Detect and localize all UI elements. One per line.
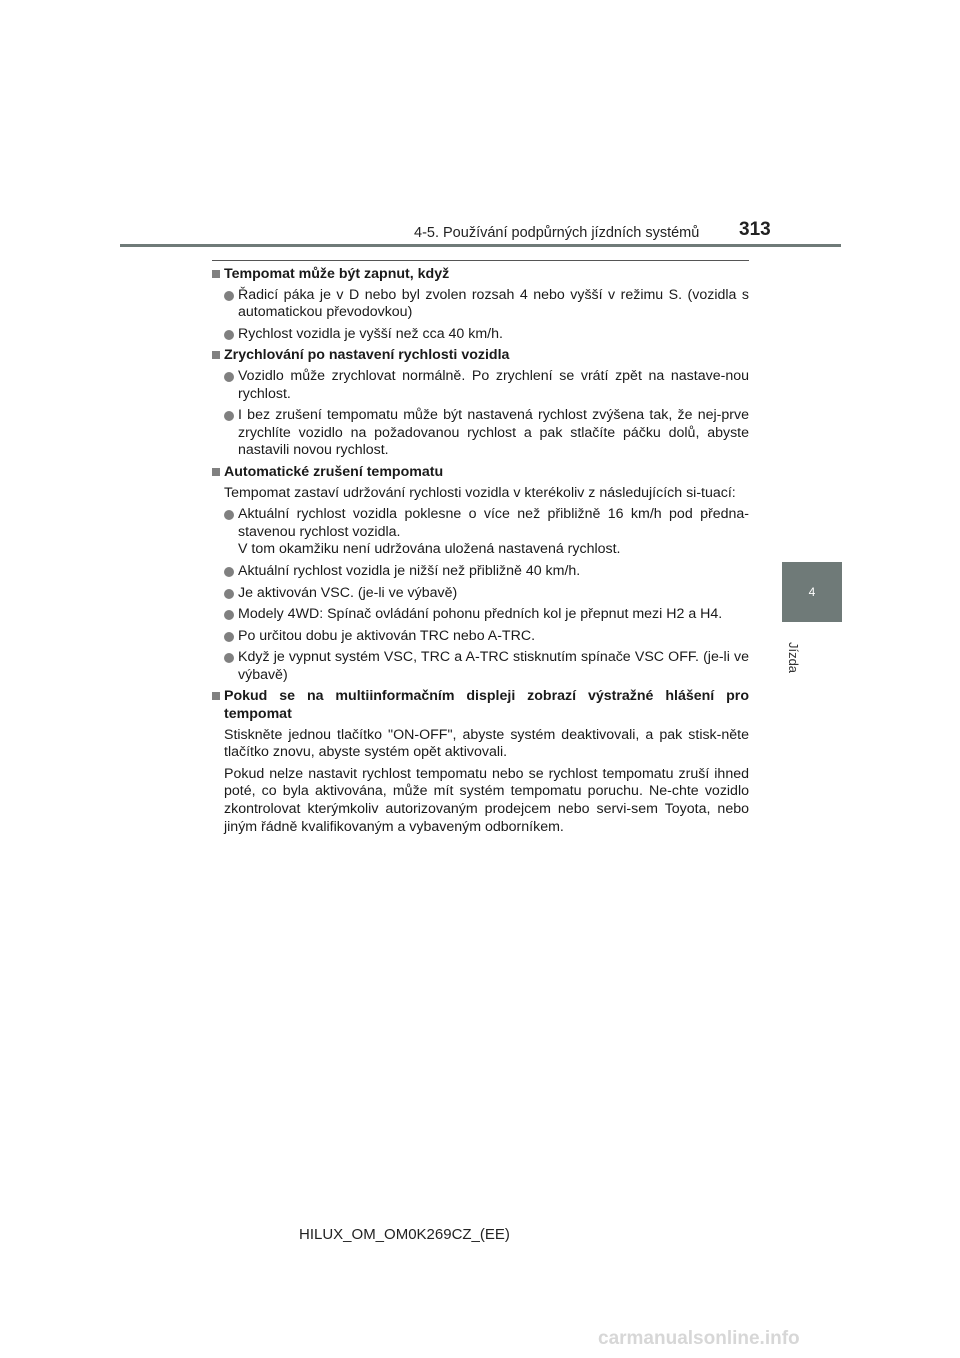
list-item-text: Je aktivován VSC. (je-li ve výbavě)	[238, 584, 458, 601]
list-item	[212, 628, 749, 646]
list-item	[212, 649, 749, 684]
list-item-text: Rychlost vozidla je vyšší než cca 40 km/h.	[238, 325, 503, 342]
list-item-text: Modely 4WD: Spínač ovládání pohonu předních kol je přepnut mezi H2 a H4.	[238, 606, 723, 623]
round-bullet-icon	[224, 510, 234, 520]
round-bullet-icon	[224, 610, 234, 620]
paragraph	[212, 485, 749, 503]
list-item-text: Aktuální rychlost vozidla poklesne o více než přibližně 16 km/h pod předna-stavenou rychlost vozidla.	[238, 506, 749, 540]
section	[212, 688, 749, 836]
round-bullet-icon	[224, 653, 234, 663]
round-bullet-icon	[224, 330, 234, 340]
chapter-tab	[782, 562, 842, 622]
list-item	[212, 606, 749, 624]
section-heading-text: Automatické zrušení tempomatu	[224, 463, 444, 480]
list-item-text: Vozidlo může zrychlovat normálně. Po zrychlení se vrátí zpět na nastave-nou rychlost.	[238, 367, 749, 402]
square-bullet-icon	[212, 692, 220, 700]
paragraph-text: Pokud nelze nastavit rychlost tempomatu nebo se rychlost tempomatu zruší ihned poté, co byla aktivována, může mít systém tempomatu poruchu. Ne-chte vozidlo zkontrolovat kterýmkoliv autorizovaným prodejcem nebo servi-sem Toyota, nebo jiným řádně kvalifikovaným a vybaveným odborníkem.	[224, 765, 749, 835]
section	[212, 464, 749, 685]
chapter-number: 4	[808, 585, 816, 599]
page-content	[212, 266, 749, 840]
header-divider	[120, 244, 841, 247]
list-item	[212, 563, 749, 581]
content-top-divider	[212, 260, 749, 261]
list-item-text: I bez zrušení tempomatu může být nastavená rychlost zvýšena tak, že nej-prve zrychlíte vozidlo na požadovanou rychlost a pak stlačíte páčku dolů, abyste nastavili novou rychlost.	[238, 407, 749, 459]
list-item	[212, 585, 749, 603]
round-bullet-icon	[224, 567, 234, 577]
list-item-text: V tom okamžiku není udržována uložená nastavená rychlost.	[238, 541, 621, 558]
section-heading-text: Zrychlování po nastavení rychlosti vozidla	[224, 347, 510, 364]
list-item	[212, 368, 749, 403]
list-item-text: Po určitou dobu je aktivován TRC nebo A-TRC.	[238, 627, 536, 644]
footer-code: HILUX_OM_OM0K269CZ_(EE)	[299, 1226, 510, 1243]
paragraph-text: Tempomat zastaví udržování rychlosti vozidla v kterékoliv z následujících si-tuací:	[224, 484, 736, 501]
paragraph	[212, 766, 749, 836]
round-bullet-icon	[224, 372, 234, 382]
paragraph-text: Stiskněte jednou tlačítko "ON-OFF", abyste systém deaktivovali, a pak stisk-něte tlačítko znovu, abyste systém opět aktivovali.	[224, 726, 749, 761]
section	[212, 347, 749, 460]
section-heading	[212, 688, 749, 723]
header-title: 4-5. Používání podpůrných jízdních systémů	[414, 225, 700, 241]
list-item	[212, 287, 749, 322]
list-item	[212, 407, 749, 460]
watermark: carmanualsonline.info	[598, 1328, 800, 1349]
round-bullet-icon	[224, 632, 234, 642]
list-item-text: Aktuální rychlost vozidla je nižší než přibližně 40 km/h.	[238, 562, 581, 579]
round-bullet-icon	[224, 411, 234, 421]
section-heading-text: Pokud se na multiinformačním displeji zobrazí výstražné hlášení pro tempomat	[224, 688, 749, 723]
page-number: 313	[739, 219, 771, 240]
square-bullet-icon	[212, 468, 220, 476]
section	[212, 266, 749, 343]
section-heading	[212, 347, 749, 365]
list-item-text: Když je vypnut systém VSC, TRC a A-TRC stisknutím spínače VSC OFF. (je-li ve výbavě)	[238, 649, 749, 683]
square-bullet-icon	[212, 270, 220, 278]
paragraph	[212, 727, 749, 762]
square-bullet-icon	[212, 351, 220, 359]
round-bullet-icon	[224, 589, 234, 599]
round-bullet-icon	[224, 291, 234, 301]
chapter-name-label: Jízda	[786, 641, 802, 673]
chapter-name	[787, 632, 801, 682]
section-heading	[212, 266, 749, 284]
list-item-text: Řadicí páka je v D nebo byl zvolen rozsah 4 nebo vyšší v režimu S. (vozidla s automatickou převodovkou)	[238, 286, 749, 321]
section-heading	[212, 464, 749, 482]
list-item	[212, 506, 749, 559]
list-item	[212, 326, 749, 344]
section-heading-text: Tempomat může být zapnut, když	[224, 266, 450, 282]
